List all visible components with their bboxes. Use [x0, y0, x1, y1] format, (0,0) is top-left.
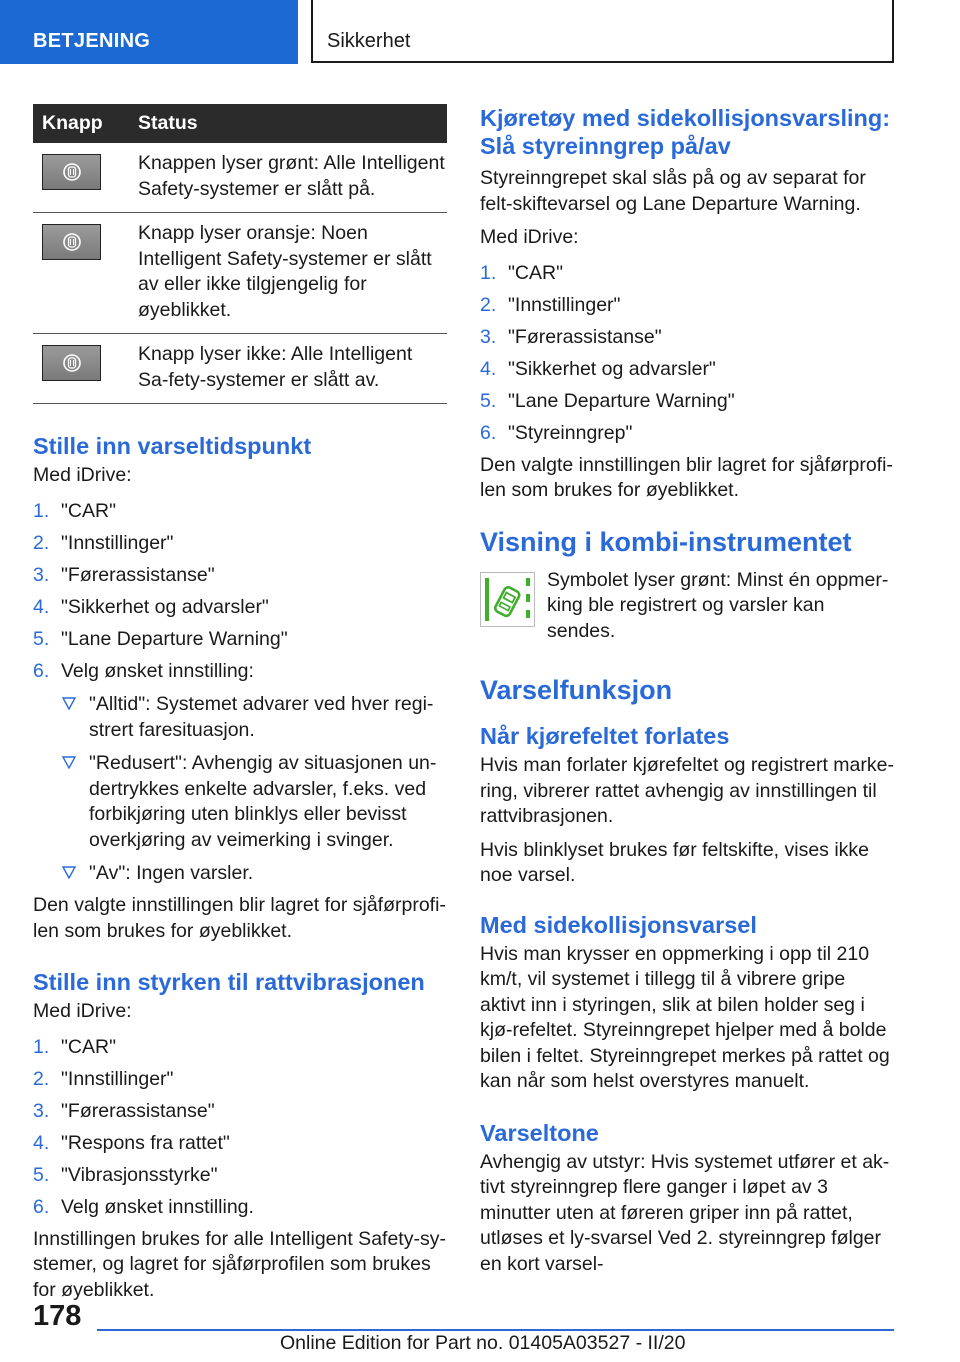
idrive-intro: Med iDrive:: [480, 226, 579, 248]
subheading-side-collision: Med sidekollisjonsvarsel: [480, 911, 757, 938]
leave-lane-indicator-text: Hvis blinklyset brukes før feltskifte, vises ikke noe varsel.: [480, 838, 870, 886]
display-text: Symbolet lyser grønt: Minst én oppmer-king ble registrert og varsler kan sendes.: [547, 568, 889, 642]
section-heading-warn-time: Stille inn varseltidspunkt: [33, 433, 312, 459]
section-heading-display: Visning i kombi-instrumentet: [480, 526, 852, 557]
list-item: 5. "Lane Departure Warning": [480, 389, 735, 412]
warning-tone-text: Avhengig av utstyr: Hvis systemet utfører et ak-tivt styreinngrep flere ganger i løpet av 3 minutter uten at føreren griper inn på rattet, utløses et ly-svarsel Ved 2. styreinngrep følger en kort varsel-: [480, 1150, 890, 1275]
list-item: 3. "Førerassistanse": [33, 563, 215, 586]
triangle-bullet-icon: [62, 866, 76, 879]
option-item: "Alltid": Systemet advarer ved hver regi-strert faresituasjon.: [61, 692, 447, 743]
safety-button-icon: [42, 345, 101, 381]
idrive-intro: Med iDrive:: [33, 1000, 132, 1022]
list-item: 6. Velg ønsket innstilling.: [33, 1195, 254, 1218]
side-collision-text: Hvis man krysser en oppmerking i opp til 210 km/t, vil systemet i tillegg til å vibrere gripe aktivt inn i styringen, slik at bilen holder seg i kjø-refeltet. Styreinngrepet hjelper med å bolde bilen i feltet. Styreinngrepet merkes på rattet og kan når som helst overstyres manuelt.: [480, 942, 890, 1092]
header-section-tab: [0, 0, 298, 64]
triangle-bullet-icon: [62, 756, 76, 769]
left-column: [33, 104, 447, 1303]
list-item: 1. "CAR": [33, 1035, 117, 1058]
list-item: 4. "Sikkerhet og advarsler": [33, 595, 269, 618]
safety-button-icon: [42, 224, 101, 260]
table-row: [33, 143, 447, 213]
list-item: 6. "Styreinngrep": [480, 421, 633, 444]
list-item: 1. "CAR": [480, 261, 564, 284]
lane-departure-icon: [480, 572, 535, 627]
right-column: [480, 104, 896, 1277]
list-item: 5. "Lane Departure Warning": [33, 627, 288, 650]
steering-outro: Den valgte innstillingen blir lagret for sjåførprofi-len som brukes for øyeblikket.: [480, 453, 893, 501]
header-section-label: BETJENING: [33, 30, 151, 52]
list-item: 4. "Respons fra rattet": [33, 1131, 230, 1154]
header-topic-label: Sikkerhet: [327, 30, 411, 52]
button-status-table: [33, 104, 447, 404]
idrive-intro: Med iDrive:: [33, 464, 132, 486]
table-header-status: Status: [125, 104, 447, 143]
list-item: 3. "Førerassistanse": [33, 1099, 215, 1122]
vibration-steps: [33, 1035, 447, 1221]
subheading-leave-lane: Når kjørefeltet forlates: [480, 723, 730, 749]
page-number: 178: [33, 1300, 82, 1332]
list-item: 2. "Innstillinger": [33, 1067, 174, 1090]
list-item: 2. "Innstillinger": [480, 293, 621, 316]
table-cell-status: Knapp lyser ikke: Alle Intelligent Sa-fety-systemer er slått av.: [125, 334, 447, 404]
section-heading-vibration: Stille inn styrken til rattvibrasjonen: [33, 969, 425, 995]
steering-steps: [480, 261, 896, 447]
warn-time-steps: [33, 499, 447, 887]
table-header-row: [33, 104, 447, 143]
list-item: 4. "Sikkerhet og advarsler": [480, 357, 716, 380]
steering-text: Styreinngrepet skal slås på og av separat for felt-skiftevarsel og Lane Departure Warning.: [480, 167, 866, 215]
list-item: 2. "Innstillinger": [33, 531, 174, 554]
warn-time-outro: Den valgte innstillingen blir lagret for sjåførprofi-len som brukes for øyeblikket.: [33, 894, 446, 942]
table-row: [33, 213, 447, 334]
list-item: 3. "Førerassistanse": [480, 325, 662, 348]
table-cell-status: Knappen lyser grønt: Alle Intelligent Safety-systemer er slått på.: [125, 143, 447, 213]
table-cell-status: Knapp lyser oransje: Noen Intelligent Safety-systemer er slått av eller ikke tilgjengelig for øyeblikket.: [125, 213, 447, 334]
subheading-warning-tone: Varseltone: [480, 1119, 599, 1146]
option-item: "Av": Ingen varsler.: [61, 861, 447, 887]
table-header-knapp: Knapp: [33, 104, 125, 143]
header-topic-box: [311, 0, 894, 63]
vibration-outro: Innstillingen brukes for alle Intelligent Safety-sy-stemer, og lagret for sjåførprofilen som brukes for øyeblikket.: [33, 1227, 446, 1301]
list-item: 6. Velg ønsket innstilling: "Alltid": Systemet advarer ved hver regi-strert faresituasjon. "Redusert": Avhengig av situasjonen un-dertrykkes enkelte advarsler, f.eks. ved forbikjøring uten blinklys eller bevisst overkjøring av veimerking i svinger. "Av": Ingen varsler.: [33, 659, 447, 887]
list-item: 5. "Vibrasjonsstyrke": [33, 1163, 218, 1186]
list-item: 1. "CAR": [33, 499, 117, 522]
safety-button-icon: [42, 154, 101, 190]
table-row: [33, 334, 447, 404]
display-symbol-row: [480, 568, 896, 645]
section-heading-steering: Kjøretøy med sidekollisjonsvarsling: Slå styreinngrep på/av: [480, 105, 891, 159]
section-heading-warning-function: Varselfunksjon: [480, 675, 673, 705]
footer-edition: Online Edition for Part no. 01405A03527 - II/20: [280, 1332, 686, 1354]
footer-divider: [97, 1329, 894, 1331]
option-item: "Redusert": Avhengig av situasjonen un-dertrykkes enkelte advarsler, f.eks. ved forbikjøring uten blinklys eller bevisst overkjøring av veimerking i svinger.: [61, 751, 447, 853]
triangle-bullet-icon: [62, 697, 76, 710]
option-list: [61, 692, 447, 887]
leave-lane-text: Hvis man forlater kjørefeltet og registrert marke-ring, vibrerer rattet avhengig av innstillingen til rattvibrasjonen.: [480, 754, 894, 827]
